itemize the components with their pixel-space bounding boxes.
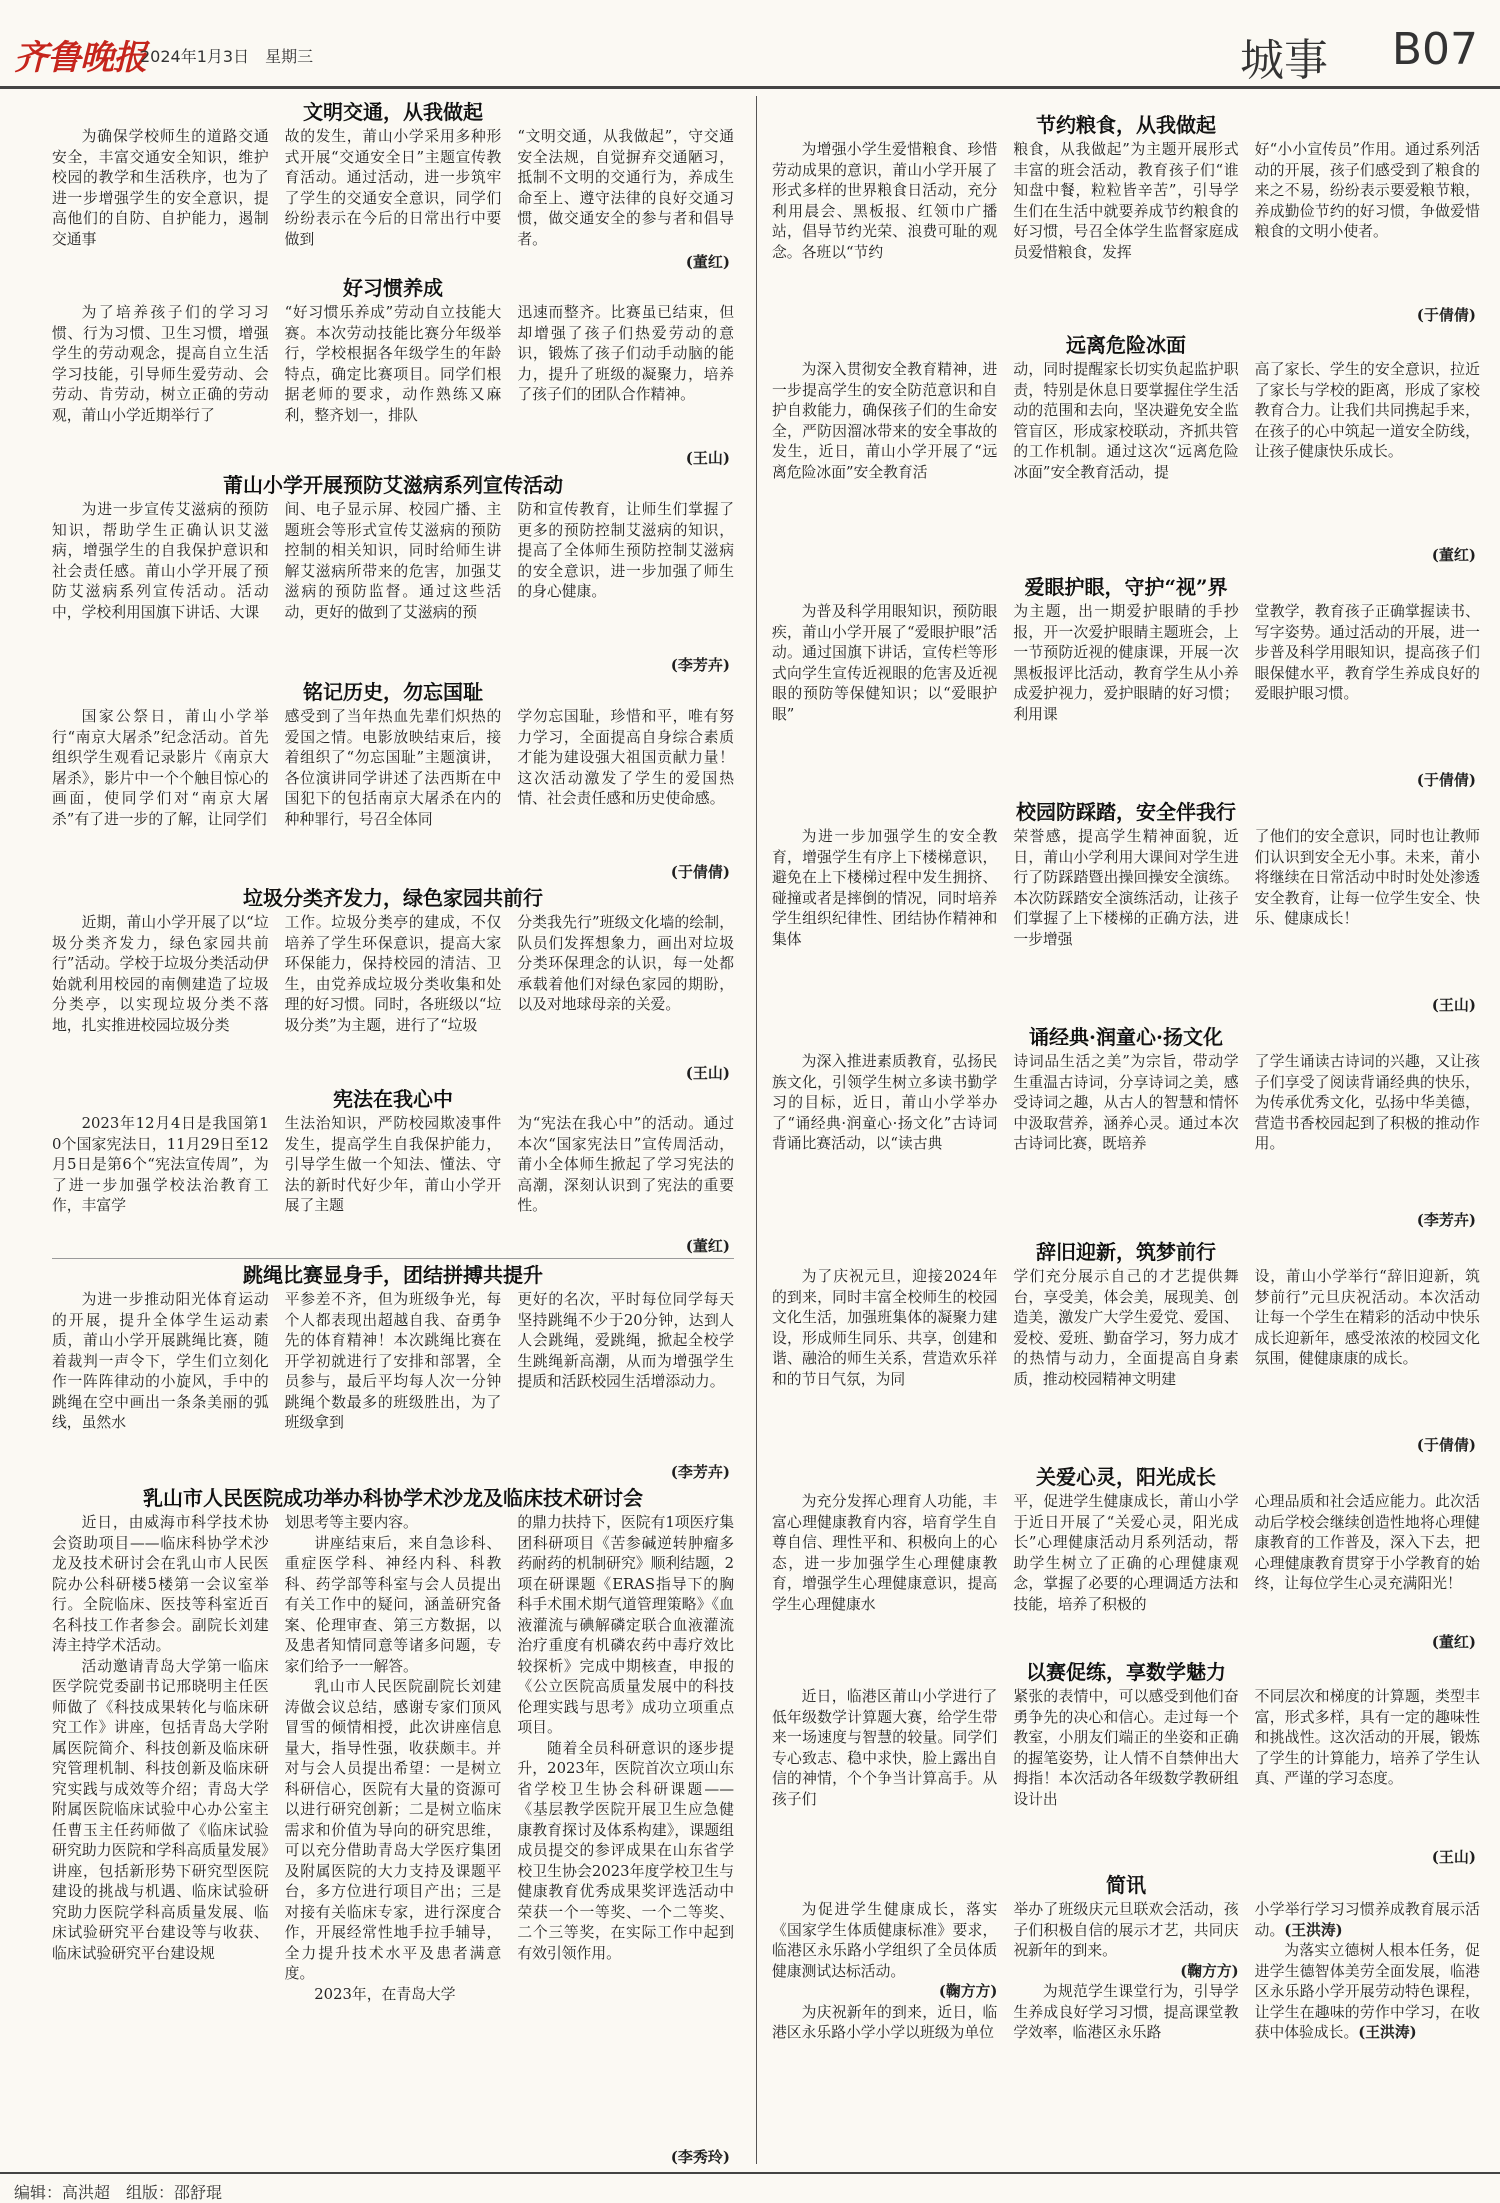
article-column: 迅速而整齐。比赛虽已结束，但却增强了孩子们热爱劳动的意识，锻炼了孩子们动手动脑的能力，提升了班级的凝聚力，培养了孩子们的团队合作精神。 [517,304,734,403]
byline: (董红) [1428,545,1476,565]
page-number: B07 [1391,24,1478,75]
article-column: 更好的名次，平时每位同学每天坚持跳绳不少于20分钟，达到人人会跳绳，爱跳绳，掀起全校学生跳绳新高潮，从而为增强学生提质和活跃校园生活增添动力。 [517,1291,734,1390]
article-column: 感受到了当年热血先辈们炽热的爱国之情。电影放映结束后，接着组织了“勿忘国耻”主题演讲，各位演讲同学讲述了法西斯在中国犯下的包括南京大屠杀在内的种种罪行，号召全体同 [284,708,502,828]
article-title: 好习惯养成 [343,276,443,300]
article-title: 辞旧迎新，筑梦前行 [1036,1240,1216,1264]
article-column: 划思考等主要内容。 讲座结束后，来自急诊科、重症医学科、神经内科、科教科、药学部等科室与会人员提出有关工作中的疑问，涵盖研究备案、伦理审查、第三方数据，以及患者知情同意等诸多问题，专家们给予一一解答。 乳山市人民医院副院长刘建涛做会议总结，感谢专家们顶风冒雪的倾情相授，此次讲座信息量大，指导性强，收获颇丰。并对与会人员提出希望：一是树立科研信心，医院有大量的资源可以进行研究创新；二是树立临床需求和价值为导向的研究思维，可以充分借助青岛大学医疗集团及附属医院的大力支持及课题平台，多方位进行项目产出；三是对接有关临床专家，进行深度合作，开展经常性地手拉手辅导，全力提升技术水平及患者满意度。 2023年，在青岛大学 [284,1514,502,2003]
byline: (李芳卉) [667,1462,730,1482]
article-column: 2023年12月4日是我国第10个国家宪法日，11月29日至12月5日是第6个“宪法宣传周”，为了进一步加强学校法治教育工作，丰富学 [52,1115,269,1214]
byline: (董红) [1428,1632,1476,1652]
byline: (李芳卉) [1413,1210,1476,1230]
issue-date: 2024年1月3日 星期三 [140,47,314,66]
article-title: 垃圾分类齐发力，绿色家园共前行 [243,886,543,910]
article-column: 平，促进学生健康成长，莆山小学于近日开展了“关爱心灵，阳光成长”心理健康活动月系列活动，帮助学生树立了正确的心理健康观念，掌握了必要的心理调适方法和技能，培养了积极的 [1013,1493,1239,1613]
byline: (王山) [682,1063,730,1083]
article-column: 心理品质和社会适应能力。此次活动后学校会继续创造性地将心理健康教育的工作普及，深入下去，把心理健康教育贯穿于小学教育的始终，让每位学生心灵充满阳光！ [1254,1493,1480,1592]
article-column: 为增强小学生爱惜粮食、珍惜劳动成果的意识，莆山小学开展了形式多样的世界粮食日活动，充分利用晨会、黑板报、红领巾广播站，倡导节约光荣、浪费可耻的观念。各班以“节约 [772,141,998,261]
article-column: 分类我先行”班级文化墙的绘制，队员们发挥想象力，画出对垃圾分类环保理念的认识，每一处都承载着他们对绿色家园的期盼，以及对地球母亲的关爱。 [517,914,734,1013]
article-title: 宪法在我心中 [333,1087,453,1111]
byline: (王山) [1428,1847,1476,1867]
article-column: “好习惯乐养成”劳动自立技能大赛。本次劳动技能比赛分年级举行，学校根据各年级学生的年龄特点，确定比赛项目。同学们根据老师的要求，动作熟练又麻利，整齐划一，排队 [284,304,502,424]
column-divider [756,96,757,2164]
article-guanai-xinling [772,1462,1480,1652]
byline: (王洪涛) [1358,2024,1417,2041]
article-column: 学勿忘国耻，珍惜和平，唯有努力学习，全面提高自身综合素质才能为建设强大祖国贡献力量！这次活动激发了学生的爱国热情、社会责任感和历史使命感。 [517,708,734,807]
article-column: 为普及科学用眼知识，预防眼疾，莆山小学开展了“爱眼护眼”活动。通过国旗下讲话，宣传栏等形式向学生宣传近视眼的危害及近视眼的预防等保健知识；以“爱眼护眼” [772,603,998,723]
article-column: 为了庆祝元旦，迎接2024年的到来，同时丰富全校师生的校园文化生活，加强班集体的凝聚力建设，形成师生同乐、共享，创建和谐、融洽的师生关系，营造欢乐祥和的节日气氛，为同 [772,1268,998,1388]
article-column: 为充分发挥心理育人功能，丰富心理健康教育内容，培育学生自尊自信、理性平和、积极向上的心态，进一步加强学生心理健康教育，增强学生心理健康意识，提高学生心理健康水 [772,1493,998,1613]
article-column: 紧张的表情中，可以感受到他们奋勇争先的决心和信心。走过每一个教室，小朋友们端正的坐姿和正确的握笔姿势，让人情不自禁伸出大拇指！本次活动各年级数学教研组设计出 [1013,1688,1239,1808]
article-column: 好“小小宣传员”作用。通过系列活动的开展，孩子们感受到了粮食的来之不易，纷纷表示要爱粮节粮，养成勤俭节约的好习惯，争做爱惜粮食的文明小使者。 [1254,141,1480,240]
page-footer [0,2172,1500,2203]
article-column: 平参差不齐，但为班级争光，每个人都表现出超越自我、奋勇争先的体育精神！本次跳绳比赛在开学初就进行了安排和部署，全员参与，最后平均每人次一分钟跳绳个数最多的班级胜出，为了班级拿到 [284,1291,502,1431]
article-song-jingdian [772,1022,1480,1230]
byline: (李芳卉) [667,655,730,675]
article-mingji-lishi [52,677,734,882]
article-wenming-jiaotong [52,97,734,272]
article-column: 堂教学，教育孩子正确掌握读书、写字姿势。通过活动的开展，进一步普及科学用眼知识，提高孩子们眼保健水平，教育学生养成良好的爱眼护眼习惯。 [1254,603,1480,702]
byline: (李秀玲) [667,2147,730,2167]
article-column: 荣誉感，提高学生精神面貌，近日，莆山小学利用大课间对学生进行了防踩踏暨出操回操安全演练。本次防踩踏安全演练活动，让孩子们掌握了上下楼梯的正确方法，进一步增强 [1013,828,1239,948]
article-column: 生法治知识，严防校园欺凌事件发生，提高学生自我保护能力，引导学生做一个知法、懂法、守法的新时代好少年，莆山小学开展了主题 [284,1115,502,1214]
article-column: 动，同时提醒家长切实负起监护职责，特别是休息日要掌握住学生活动的范围和去向，坚决避免安全监管盲区，形成家校联动，齐抓共管的工作机制。通过这次“远离危险冰面”安全教育活动，提 [1013,361,1239,481]
byline: (董红) [682,252,730,272]
byline: (鞠方方) [938,1983,998,2000]
article-column: “文明交通，从我做起”，守交通安全法规，自觉摒弃交通陋习，抵制不文明的交通行为，养成生命至上、遵守法律的良好交通习惯，做交通安全的参与者和倡导者。 [517,128,734,248]
article-column: 设，莆山小学举行“辞旧迎新，筑梦前行”元旦庆祝活动。本次活动让每一个学生在精彩的活动中快乐成长迎新年，感受浓浓的校园文化氛围，健健康康的成长。 [1254,1268,1480,1367]
byline: (王洪涛) [1284,1921,1343,1939]
article-tiaosheng [52,1260,734,1482]
article-title: 关爱心灵，阳光成长 [1036,1465,1216,1489]
article-column: 国家公祭日，莆山小学举行“南京大屠杀”纪念活动。首先组织学生观看记录影片《南京大屠杀》，影片中一个个触目惊心的画面，使同学们对“南京大屠杀”有了进一步的了解，让同学们 [52,708,269,828]
article-title: 节约粮食，从我做起 [1036,113,1216,137]
article-aiyan-huyan [772,572,1480,790]
article-column: 高了家长、学生的安全意识，拉近了家长与学校的距离，形成了家校教育合力。让我们共同携起手来，在孩子的心中筑起一道安全防线，让孩子健康快乐成长。 [1254,361,1480,460]
article-column: 为深入贯彻安全教育精神，进一步提高学生的安全防范意识和自护自救能力，确保孩子们的生命安全，严防因溜冰带来的安全事故的发生，近日，莆山小学开展了“远离危险冰面”安全教育活 [772,361,998,481]
article-jianxun [772,1870,1480,2167]
article-column: 举办了班级庆元旦联欢会活动，孩子们积极自信的展示才艺，共同庆祝新年的到来。 (鞠方方) 为规范学生课堂行为，引导学生养成良好学习习惯，提高课堂教学效率，临港区永乐路 [1013,1901,1239,2041]
article-column: 为促进学生健康成长，落实《国家学生体质健康标准》要求，临港区永乐路小学组织了全员体质健康测试达标活动。 (鞠方方) 为庆祝新年的到来，近日，临港区永乐路小学小学以班级为单位 [772,1901,998,2041]
article-title: 乳山市人民医院成功举办科协学术沙龙及临床技术研讨会 [143,1486,643,1510]
article-column: 工作。垃圾分类亭的建成，不仅培养了学生环保意识，提高大家环保能力，保持校园的清洁、卫生，由党养成垃圾分类收集和处理的好习惯。同时，各班级以“垃圾分类”为主题，进行了“垃圾 [284,914,502,1034]
article-weixian-bingmian [772,330,1480,565]
article-column: 的鼎力扶持下，医院有1项医疗集团科研项目《苦参碱逆转肿瘤多药耐药的机制研究》顺利结题，2项在研课题《ERAS指导下的胸科手术围术期气道管理策略》《血液灌流与碘解磷定联合血液灌流治疗重度有机磷农药中毒疗效比较探析》完成中期核查，申报的《公立医院高质量发展中的科技伦理实践与思考》成功立项重点项目。 随着全员科研意识的逐步提升，2023年，医院首次立项山东省学校卫生协会科研课题——《基层教学医院开展卫生应急健康教育探讨及体系构建》，课题组成员提交的参评成果在山东省学校卫生协会2023年度学校卫生与健康教育优秀成果奖评选活动中荣获一个一等奖、一个二等奖、二个三等奖，在实际工作中起到有效引领作用。 [517,1514,734,1962]
byline: (于倩倩) [667,862,730,882]
article-column: 了他们的安全意识，同时也让教师们认识到安全无小事。未来，莆小将继续在日常活动中时时处处渗透安全教育，让每一位学生安全、快乐、健康成长！ [1254,828,1480,927]
article-column: 为确保学校师生的道路交通安全，丰富交通安全知识，维护校园的教学和生活秩序，也为了进一步增强学生的安全意识，提高他们的自防、自护能力，遏制交通事 [52,128,269,248]
section-rule [52,1258,734,1259]
byline: (王山) [1428,995,1476,1015]
article-column: 防和宣传教育，让师生们掌握了更多的预防控制艾滋病的知识，提高了全体师生预防控制艾滋病的安全意识，进一步加强了师生的身心健康。 [517,501,734,600]
byline: (王山) [682,448,730,468]
article-column: 为深入推进素质教育，弘扬民族文化，引领学生树立多读书勤学习的目标，近日，莆山小学举办了“诵经典·润童心·扬文化”古诗词背诵比赛活动，以“读古典 [772,1053,998,1152]
article-column: 小学举行学习习惯养成教育展示活动。(王洪涛) 为落实立德树人根本任务，促进学生德智体美劳全面发展，临港区永乐路小学开展劳动特色课程，让学生在趣味的劳作中学习，在收获中体验成长。(王洪涛) [1254,1901,1480,2041]
article-title: 铭记历史，勿忘国耻 [303,680,483,704]
article-column: 为了培养孩子们的学习习惯、行为习惯、卫生习惯，增强学生的劳动观念，提高自立生活学习技能，引导师生爱劳动、会劳动、肯劳动，树立正确的劳动观，莆山小学近期举行了 [52,304,269,424]
article-column: 了学生诵读古诗词的兴趣，又让孩子们享受了阅读背诵经典的快乐，为传承优秀文化，弘扬中华美德，营造书香校园起到了积极的推动作用。 [1254,1053,1480,1152]
article-column: 不同层次和梯度的计算题，类型丰富，形式多样，具有一定的趣味性和挑战性。这次活动的开展，锻炼了学生的计算能力，培养了学生认真、严谨的学习态度。 [1254,1688,1480,1787]
article-column: 诗词品生活之美”为宗旨，带动学生重温古诗词，分享诗词之美，感受诗词之趣，从古人的智慧和情怀中汲取营养，涵养心灵。通过本次古诗词比赛，既培养 [1013,1053,1239,1152]
section-name: 城事 [1240,35,1328,86]
article-aizibing [52,470,734,675]
article-fang-caita [772,797,1480,1015]
article-column: 为主题，出一期爱护眼睛的手抄报，开一次爱护眼睛主题班会，上一节预防近视的健康课，开展一次黑板报评比活动，教育学生从小养成爱护视力，爱护眼睛的好习惯；利用课 [1013,603,1239,723]
newspaper-logo: 齐鲁晚报 [14,38,146,78]
article-hao-xiguan [52,273,734,468]
article-column: 近日，由威海市科学技术协会资助项目——临床科协学术沙龙及技术研讨会在乳山市人民医院办公科研楼5楼第一会议室举行。全院临床、医技等科室近百名科技工作者参会。副院长刘建涛主持学术活动。 活动邀请青岛大学第一临床医学院党委副书记邢晓明主任医师做了《科技成果转化与临床研究工作》讲座，包括青岛大学附属医院简介、科技创新及临床研究管理机制、科技创新及临床研究实践与成效等介绍；青岛大学附属医院临床试验中心办公室主任曹玉主任药师做了《临床试验研究助力医院和学科高质量发展》讲座，包括新形势下研究型医院建设的挑战与机遇、临床试验研究助力医院学科高质量发展、临床试验研究平台建设等与收获、临床试验研究平台建设规 [52,1514,269,1962]
article-column: 近日，临港区莆山小学进行了低年级数学计算题大赛，给学生带来一场速度与智慧的较量。同学们专心致志、稳中求快，脸上露出自信的神情，个个争当计算高手。从孩子们 [772,1688,998,1808]
article-column: 为进一步加强学生的安全教育，增强学生有序上下楼梯意识，避免在上下楼梯过程中发生拥挤、碰撞或者是摔倒的情况，同时培养学生组织纪律性、团结协作精神和集体 [772,828,998,948]
article-column: 为进一步宣传艾滋病的预防知识，帮助学生正确认识艾滋病，增强学生的自我保护意识和社会责任感。莆山小学开展了预防艾滋病系列宣传活动。活动中，学校利用国旗下讲话、大课 [52,501,269,621]
article-cijiu-yingxin [772,1237,1480,1455]
article-column: 故的发生，莆山小学采用多种形式开展“交通安全日”主题宣传教育活动。通过活动，进一步筑牢了学生的交通安全意识，同学们纷纷表示在今后的日常出行中要做到 [284,128,502,248]
header-rule [0,86,1500,89]
byline: (于倩倩) [1413,305,1476,325]
article-title: 简讯 [1106,1873,1146,1897]
article-column: 近期，莆山小学开展了以“垃圾分类齐发力，绿色家园共前行”活动。学校于垃圾分类活动伊始就利用校园的南侧建造了垃圾分类亭，以实现垃圾分类不落地，扎实推进校园垃圾分类 [52,914,269,1034]
article-column: 为进一步推动阳光体育运动的开展，提升全体学生运动素质，莆山小学开展跳绳比赛，随着裁判一声令下，学生们立刻化作一阵阵律动的小旋风，手中的跳绳在空中画出一条条美丽的弧线，虽然水 [52,1291,269,1431]
byline: (董红) [682,1236,730,1256]
article-title: 莆山小学开展预防艾滋病系列宣传活动 [223,473,563,497]
page-header [0,0,1500,86]
article-title: 校园防踩踏，安全伴我行 [1016,800,1236,824]
article-title: 诵经典·润童心·扬文化 [1029,1025,1223,1049]
article-column: 间、电子显示屏、校园广播、主题班会等形式宣传艾滋病的预防控制的相关知识，同时给师生讲解艾滋病所带来的危害，加强艾滋病的预防监督。通过这些活动，更好的做到了艾滋病的预 [284,501,502,621]
article-jieyue-liangshi [772,110,1480,325]
article-title: 以赛促练，享数学魅力 [1026,1660,1226,1684]
article-column: 粮食，从我做起”为主题开展形式丰富的班会活动，教育孩子们“谁知盘中餐，粒粒皆辛苦”，引导学生们在生活中就要养成节约粮食的好习惯，号召全体学生监督家庭成员爱惜粮食，发挥 [1013,141,1239,261]
article-column: 学们充分展示自己的才艺提供舞台，享受美，体会美，展现美、创造美，激发广大学生爱党、爱国、爱校、爱班、勤奋学习，努力成才的热情与动力，全面提高自身素质，推动校园精神文明建 [1013,1268,1239,1388]
byline: (鞠方方) [1180,1962,1239,1980]
byline: (于倩倩) [1413,1435,1476,1455]
article-column: 为“宪法在我心中”的活动。通过本次“国家宪法日”宣传周活动，莆小全体师生掀起了学习宪法的高潮，深刻认识到了宪法的重要性。 [517,1115,734,1214]
article-title: 远离危险冰面 [1066,333,1186,357]
byline: (于倩倩) [1413,770,1476,790]
article-laji-fenlei [52,883,734,1083]
article-title: 文明交通，从我做起 [303,100,483,124]
article-title: 爱眼护眼，守护“视”界 [1024,575,1228,599]
article-shuxue-meili [772,1657,1480,1867]
article-rushan-hospital [52,1483,734,2167]
article-title: 跳绳比赛显身手，团结拼搏共提升 [243,1263,543,1287]
editor-credits: 编辑：高洪超 组版：邵舒琨 [14,2183,223,2202]
article-xianfa [52,1084,734,1256]
